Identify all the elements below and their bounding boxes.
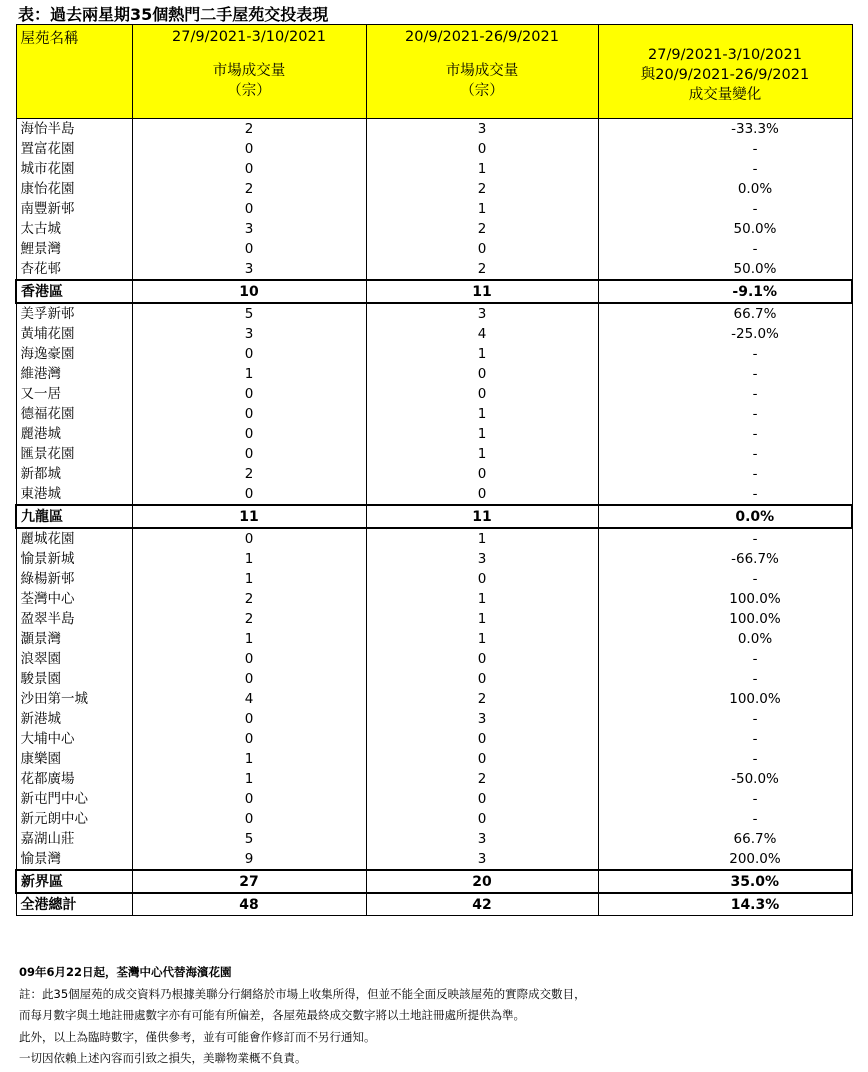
table-row — [16, 119, 852, 140]
volume-current-cell: 0 — [132, 199, 366, 219]
volume-current-cell: 1 — [132, 364, 366, 384]
volume-change-cell: 100.0% — [598, 609, 852, 629]
volume-change-cell: 35.0% — [598, 870, 852, 893]
volume-current-cell: 1 — [132, 549, 366, 569]
volume-change-cell: 100.0% — [598, 689, 852, 709]
volume-previous-cell: 1 — [366, 589, 598, 609]
estate-name-cell: 新港城 — [16, 709, 132, 729]
volume-current-cell: 3 — [132, 259, 366, 280]
table-row — [16, 709, 852, 729]
table-row — [16, 424, 852, 444]
table-row — [16, 259, 852, 280]
volume-change-cell: 50.0% — [598, 259, 852, 280]
volume-change-cell: - — [598, 239, 852, 259]
estate-name-cell: 全港總計 — [16, 893, 132, 916]
table-row — [16, 303, 852, 324]
volume-previous-cell: 1 — [366, 528, 598, 549]
grand-total-row — [16, 893, 852, 916]
header-change-line2: 與20/9/2021-26/9/2021 — [640, 66, 810, 83]
volume-current-cell: 0 — [132, 528, 366, 549]
volume-previous-cell: 1 — [366, 444, 598, 464]
volume-change-cell: -33.3% — [598, 119, 852, 140]
estate-name-cell: 綠楊新邨 — [16, 569, 132, 589]
estate-name-cell: 新界區 — [16, 870, 132, 893]
estate-name-cell: 康樂園 — [16, 749, 132, 769]
volume-previous-cell: 1 — [366, 609, 598, 629]
volume-current-cell: 2 — [132, 119, 366, 140]
volume-change-cell: - — [598, 424, 852, 444]
header-estate-name: 屋苑名稱 — [16, 25, 132, 119]
estate-name-cell: 新都城 — [16, 464, 132, 484]
estate-name-cell: 維港灣 — [16, 364, 132, 384]
volume-previous-cell: 0 — [366, 569, 598, 589]
district-subtotal-row — [16, 505, 852, 528]
volume-current-cell: 0 — [132, 139, 366, 159]
volume-change-cell: -50.0% — [598, 769, 852, 789]
estate-name-cell: 南豐新邨 — [16, 199, 132, 219]
volume-change-cell: 0.0% — [598, 505, 852, 528]
volume-current-cell: 48 — [132, 893, 366, 916]
volume-change-cell: - — [598, 444, 852, 464]
header-period-b-label: 市場成交量 — [445, 63, 519, 79]
estate-name-cell: 鯉景灣 — [16, 239, 132, 259]
footnote-line: 一切因依賴上述內容而引致之損失，美聯物業概不負責。 — [19, 1051, 307, 1065]
district-subtotal-row — [16, 280, 852, 303]
volume-change-cell: - — [598, 569, 852, 589]
volume-current-cell: 0 — [132, 384, 366, 404]
volume-previous-cell: 3 — [366, 119, 598, 140]
estate-name-cell: 灝景灣 — [16, 629, 132, 649]
volume-previous-cell: 0 — [366, 789, 598, 809]
volume-previous-cell: 1 — [366, 404, 598, 424]
volume-change-cell: - — [598, 199, 852, 219]
volume-previous-cell: 1 — [366, 159, 598, 179]
estate-name-cell: 太古城 — [16, 219, 132, 239]
volume-current-cell: 2 — [132, 589, 366, 609]
table-row — [16, 364, 852, 384]
table-row — [16, 789, 852, 809]
district-subtotal-row — [16, 870, 852, 893]
volume-previous-cell: 0 — [366, 649, 598, 669]
table-row — [16, 384, 852, 404]
volume-current-cell: 0 — [132, 484, 366, 505]
table-row — [16, 528, 852, 549]
volume-current-cell: 2 — [132, 179, 366, 199]
volume-change-cell: -9.1% — [598, 280, 852, 303]
volume-current-cell: 27 — [132, 870, 366, 893]
estate-name-cell: 九龍區 — [16, 505, 132, 528]
volume-change-cell: 200.0% — [598, 849, 852, 870]
volume-current-cell: 3 — [132, 219, 366, 239]
volume-current-cell: 0 — [132, 344, 366, 364]
table-row — [16, 159, 852, 179]
table-header-row — [16, 25, 852, 119]
volume-previous-cell: 0 — [366, 729, 598, 749]
volume-previous-cell: 3 — [366, 829, 598, 849]
volume-current-cell: 9 — [132, 849, 366, 870]
volume-current-cell: 11 — [132, 505, 366, 528]
volume-previous-cell: 2 — [366, 259, 598, 280]
volume-previous-cell: 0 — [366, 484, 598, 505]
estate-name-cell: 麗城花園 — [16, 528, 132, 549]
header-period-a-dates: 27/9/2021-3/10/2021 — [172, 29, 326, 45]
table-row — [16, 139, 852, 159]
estate-name-cell: 城市花園 — [16, 159, 132, 179]
footnote-line: 而每月數字與土地註冊處數字亦有可能有所偏差，各屋苑最終成交數字將以土地註冊處所提供為準。 — [19, 1008, 525, 1022]
header-period-b-unit: （宗） — [460, 83, 504, 99]
table-row — [16, 199, 852, 219]
estate-name-cell: 匯景花園 — [16, 444, 132, 464]
volume-change-cell: - — [598, 384, 852, 404]
estate-name-cell: 愉景灣 — [16, 849, 132, 870]
table-row — [16, 324, 852, 344]
volume-current-cell: 10 — [132, 280, 366, 303]
volume-previous-cell: 0 — [366, 364, 598, 384]
estate-name-cell: 置富花園 — [16, 139, 132, 159]
volume-current-cell: 0 — [132, 709, 366, 729]
table-row — [16, 179, 852, 199]
volume-change-cell: 66.7% — [598, 829, 852, 849]
header-change — [598, 25, 852, 119]
table-row — [16, 729, 852, 749]
volume-previous-cell: 20 — [366, 870, 598, 893]
estate-name-cell: 沙田第一城 — [16, 689, 132, 709]
estate-name-cell: 海怡半島 — [16, 119, 132, 140]
estate-name-cell: 新屯門中心 — [16, 789, 132, 809]
header-period-b — [366, 25, 598, 119]
volume-change-cell: 66.7% — [598, 303, 852, 324]
estate-name-cell: 大埔中心 — [16, 729, 132, 749]
table-row — [16, 404, 852, 424]
table-row — [16, 769, 852, 789]
table-row — [16, 669, 852, 689]
estate-name-cell: 康怡花園 — [16, 179, 132, 199]
estate-name-cell: 嘉湖山莊 — [16, 829, 132, 849]
volume-previous-cell: 0 — [366, 809, 598, 829]
volume-current-cell: 5 — [132, 829, 366, 849]
volume-current-cell: 3 — [132, 324, 366, 344]
estate-name-cell: 花都廣場 — [16, 769, 132, 789]
table-row — [16, 629, 852, 649]
estate-name-cell: 德福花園 — [16, 404, 132, 424]
volume-change-cell: - — [598, 649, 852, 669]
volume-previous-cell: 0 — [366, 384, 598, 404]
volume-current-cell: 0 — [132, 789, 366, 809]
volume-change-cell: - — [598, 344, 852, 364]
volume-previous-cell: 1 — [366, 199, 598, 219]
volume-current-cell: 1 — [132, 629, 366, 649]
estate-name-cell: 盈翠半島 — [16, 609, 132, 629]
estate-name-cell: 愉景新城 — [16, 549, 132, 569]
volume-change-cell: - — [598, 789, 852, 809]
volume-previous-cell: 3 — [366, 709, 598, 729]
volume-previous-cell: 3 — [366, 549, 598, 569]
header-change-line3: 成交量變化 — [688, 86, 762, 103]
volume-change-cell: 0.0% — [598, 179, 852, 199]
header-period-b-dates: 20/9/2021-26/9/2021 — [405, 29, 559, 45]
volume-current-cell: 4 — [132, 689, 366, 709]
table-row — [16, 689, 852, 709]
volume-current-cell: 2 — [132, 609, 366, 629]
header-period-a-unit: （宗） — [227, 83, 271, 99]
volume-previous-cell: 0 — [366, 139, 598, 159]
volume-previous-cell: 2 — [366, 769, 598, 789]
volume-previous-cell: 1 — [366, 424, 598, 444]
volume-change-cell: - — [598, 404, 852, 424]
volume-previous-cell: 3 — [366, 303, 598, 324]
volume-change-cell: - — [598, 159, 852, 179]
estate-name-cell: 東港城 — [16, 484, 132, 505]
volume-current-cell: 0 — [132, 649, 366, 669]
volume-change-cell: - — [598, 729, 852, 749]
footnote-line: 此外，以上為臨時數字，僅供參考，並有可能會作修訂而不另行通知。 — [19, 1029, 376, 1044]
volume-change-cell: - — [598, 464, 852, 484]
volume-change-cell: 100.0% — [598, 589, 852, 609]
volume-change-cell: -25.0% — [598, 324, 852, 344]
header-change-line1: 27/9/2021-3/10/2021 — [648, 46, 802, 63]
estate-name-cell: 麗港城 — [16, 424, 132, 444]
table-row — [16, 649, 852, 669]
table-row — [16, 829, 852, 849]
estate-name-cell: 美孚新邨 — [16, 303, 132, 324]
table-row — [16, 589, 852, 609]
volume-change-cell: -66.7% — [598, 549, 852, 569]
volume-current-cell: 0 — [132, 729, 366, 749]
volume-previous-cell: 0 — [366, 464, 598, 484]
volume-change-cell: - — [598, 809, 852, 829]
volume-current-cell: 1 — [132, 749, 366, 769]
footnote-replacement: 09年6月22日起，荃灣中心代替海濱花園 — [19, 965, 232, 979]
volume-change-cell: 14.3% — [598, 893, 852, 916]
table-row — [16, 609, 852, 629]
table-row — [16, 569, 852, 589]
volume-current-cell: 1 — [132, 569, 366, 589]
volume-change-cell: 0.0% — [598, 629, 852, 649]
table-row — [16, 484, 852, 505]
volume-change-cell: - — [598, 669, 852, 689]
estate-name-cell: 駿景園 — [16, 669, 132, 689]
volume-current-cell: 0 — [132, 809, 366, 829]
volume-previous-cell: 2 — [366, 219, 598, 239]
estate-name-cell: 荃灣中心 — [16, 589, 132, 609]
footnotes — [19, 962, 586, 1070]
volume-change-cell: - — [598, 709, 852, 729]
estate-name-cell: 海逸豪園 — [16, 344, 132, 364]
volume-current-cell: 2 — [132, 464, 366, 484]
table-body — [16, 119, 852, 916]
estate-name-cell: 浪翠園 — [16, 649, 132, 669]
volume-current-cell: 0 — [132, 404, 366, 424]
volume-current-cell: 1 — [132, 769, 366, 789]
estate-name-cell: 杏花邨 — [16, 259, 132, 280]
volume-change-cell: - — [598, 364, 852, 384]
table-row — [16, 549, 852, 569]
table-row — [16, 749, 852, 769]
volume-change-cell: 50.0% — [598, 219, 852, 239]
volume-previous-cell: 1 — [366, 629, 598, 649]
table-row — [16, 239, 852, 259]
header-period-a — [132, 25, 366, 119]
volume-previous-cell: 1 — [366, 344, 598, 364]
table-row — [16, 809, 852, 829]
header-period-a-label: 市場成交量 — [212, 63, 286, 79]
estate-name-cell: 又一居 — [16, 384, 132, 404]
footnote-line: 註：此35個屋苑的成交資料乃根據美聯分行網絡於市場上收集所得，但並不能全面反映該屋苑的實際成交數目， — [19, 986, 586, 1001]
table-row — [16, 344, 852, 364]
volume-previous-cell: 0 — [366, 239, 598, 259]
volume-previous-cell: 3 — [366, 849, 598, 870]
volume-previous-cell: 4 — [366, 324, 598, 344]
volume-current-cell: 0 — [132, 444, 366, 464]
volume-current-cell: 0 — [132, 669, 366, 689]
volume-previous-cell: 0 — [366, 749, 598, 769]
volume-previous-cell: 11 — [366, 280, 598, 303]
page-title: 表：過去兩星期35個熱門二手屋苑交投表現 — [18, 5, 329, 24]
volume-current-cell: 5 — [132, 303, 366, 324]
volume-previous-cell: 11 — [366, 505, 598, 528]
estate-name-cell: 香港區 — [16, 280, 132, 303]
volume-change-cell: - — [598, 749, 852, 769]
volume-current-cell: 0 — [132, 159, 366, 179]
table-row — [16, 849, 852, 870]
estate-name-cell: 新元朗中心 — [16, 809, 132, 829]
volume-previous-cell: 2 — [366, 689, 598, 709]
table-row — [16, 464, 852, 484]
transactions-table — [15, 24, 853, 916]
estate-name-cell: 黃埔花園 — [16, 324, 132, 344]
volume-change-cell: - — [598, 484, 852, 505]
volume-current-cell: 0 — [132, 239, 366, 259]
volume-previous-cell: 2 — [366, 179, 598, 199]
volume-previous-cell: 42 — [366, 893, 598, 916]
table-row — [16, 219, 852, 239]
volume-change-cell: - — [598, 528, 852, 549]
volume-change-cell: - — [598, 139, 852, 159]
volume-previous-cell: 0 — [366, 669, 598, 689]
table-row — [16, 444, 852, 464]
volume-current-cell: 0 — [132, 424, 366, 444]
